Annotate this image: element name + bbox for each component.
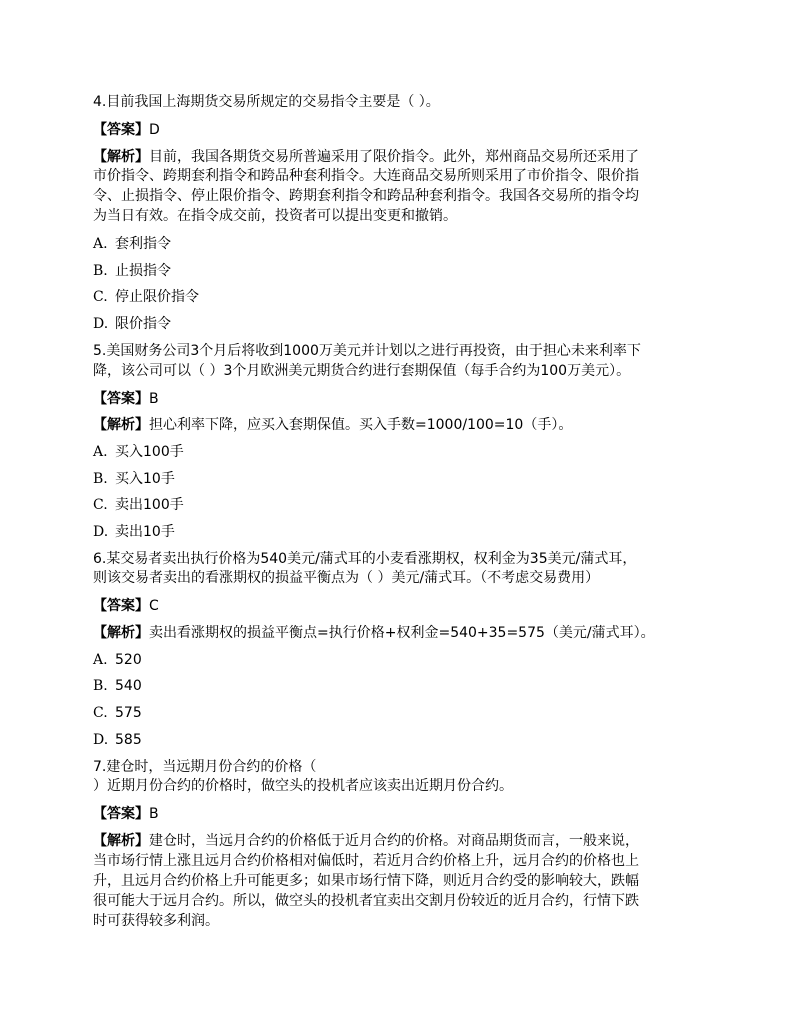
option-text: 540 — [115, 678, 142, 694]
question-6-stem-line-1: 6.某交易者卖出执行价格为540美元/蒲式耳的小麦看涨期权，权利金为35美元/蒲式耳， — [93, 551, 637, 567]
option-letter: D. — [93, 732, 109, 748]
question-5-option-c — [93, 497, 713, 513]
question-5-answer — [93, 391, 713, 407]
question-4-option-b — [93, 263, 713, 279]
option-text: 585 — [115, 732, 142, 748]
option-letter: A. — [93, 652, 108, 668]
option-text: 停止限价指令 — [115, 289, 199, 305]
question-4-stem: 4.目前我国上海期货交易所规定的交易指令主要是（ ）。 — [93, 94, 440, 110]
question-4-option-a — [93, 236, 713, 252]
question-7-analysis-line-2: 当市场行情上涨且远月合约价格相对偏低时，若近月合约价格上升，远月合约的价格也上 — [93, 853, 639, 869]
question-6-option-b — [93, 678, 713, 694]
answer-label: 【答案】 — [93, 598, 149, 614]
analysis-text: 卖出看涨期权的损益平衡点=执行价格+权利金=540+35=575（美元/蒲式耳）。 — [149, 625, 655, 641]
question-6-analysis — [93, 625, 713, 641]
analysis-text: 建仓时，当远月合约的价格低于近月合约的价格。对商品期货而言，一般来说， — [149, 833, 639, 849]
question-4-analysis-line-2: 市价指令、跨期套利指令和跨品种套利指令。大连商品交易所则采用了市价指令、限价指 — [93, 168, 639, 184]
question-5-option-d — [93, 524, 713, 540]
option-letter: A. — [93, 444, 108, 460]
option-text: 买入10手 — [115, 471, 175, 487]
option-letter: C. — [93, 289, 108, 305]
option-text: 520 — [115, 652, 142, 668]
question-4-analysis-line-1 — [93, 149, 713, 165]
analysis-label: 【解析】 — [93, 833, 149, 849]
answer-value: B — [149, 391, 159, 407]
option-text: 卖出10手 — [115, 524, 175, 540]
option-letter: D. — [93, 316, 109, 332]
answer-label: 【答案】 — [93, 391, 149, 407]
option-text: 575 — [115, 705, 142, 721]
question-6-option-d — [93, 732, 713, 748]
question-5-option-b — [93, 471, 713, 487]
question-7-stem-line-2: ）近期月份合约的价格时，做空头的投机者应该卖出近期月份合约。 — [93, 778, 513, 794]
option-letter: D. — [93, 524, 109, 540]
option-letter: C. — [93, 497, 108, 513]
question-7-analysis-line-1 — [93, 833, 713, 849]
question-5-analysis — [93, 417, 713, 433]
option-text: 套利指令 — [115, 236, 171, 252]
question-6-option-a — [93, 652, 713, 668]
answer-value: B — [149, 806, 159, 822]
question-7-stem-line-1: 7.建仓时，当远期月份合约的价格（ — [93, 759, 317, 775]
question-7-analysis-line-4: 很可能大于远月合约。所以，做空头的投机者宜卖出交割月份较近的近月合约，行情下跌 — [93, 893, 639, 909]
analysis-label: 【解析】 — [93, 625, 149, 641]
option-text: 买入100手 — [115, 444, 184, 460]
option-letter: C. — [93, 705, 108, 721]
answer-label: 【答案】 — [93, 122, 149, 138]
option-letter: B. — [93, 263, 108, 279]
question-4-answer — [93, 122, 713, 138]
analysis-text: 担心利率下降，应买入套期保值。买入手数=1000/100=10（手）。 — [149, 417, 573, 433]
analysis-label: 【解析】 — [93, 149, 149, 165]
analysis-text: 目前，我国各期货交易所普遍采用了限价指令。此外，郑州商品交易所还采用了 — [149, 149, 639, 165]
question-4-option-d — [93, 316, 713, 332]
question-5-stem-line-2: 降，该公司可以（ ）3个月欧洲美元期货合约进行套期保值（每手合约为100万美元）。 — [93, 363, 631, 379]
answer-label: 【答案】 — [93, 806, 149, 822]
option-letter: A. — [93, 236, 108, 252]
option-text: 限价指令 — [115, 316, 171, 332]
analysis-label: 【解析】 — [93, 417, 149, 433]
question-6-stem-line-2: 则该交易者卖出的看涨期权的损益平衡点为（ ）美元/蒲式耳。（不考虑交易费用） — [93, 570, 600, 586]
question-7-answer — [93, 806, 713, 822]
option-text: 止损指令 — [115, 263, 171, 279]
question-4-analysis-line-3: 令、止损指令、停止限价指令、跨期套利指令和跨品种套利指令。我国各交易所的指令均 — [93, 188, 639, 204]
question-7-analysis-line-5: 时可获得较多利润。 — [93, 913, 219, 929]
answer-value: D — [149, 122, 160, 138]
option-letter: B. — [93, 678, 108, 694]
question-6-option-c — [93, 705, 713, 721]
question-4-analysis-line-4: 为当日有效。在指令成交前，投资者可以提出变更和撤销。 — [93, 208, 457, 224]
question-5-option-a — [93, 444, 713, 460]
question-5-stem-line-1: 5.美国财务公司3个月后将收到1000万美元并计划以之进行再投资，由于担心未来利率下 — [93, 343, 641, 359]
question-7-analysis-line-3: 升，且远月合约价格上升可能更多；如果市场行情下降，则近月合约受的影响较大，跌幅 — [93, 873, 639, 889]
answer-value: C — [149, 598, 159, 614]
option-text: 卖出100手 — [115, 497, 184, 513]
question-4-option-c — [93, 289, 713, 305]
question-6-answer — [93, 598, 713, 614]
option-letter: B. — [93, 471, 108, 487]
